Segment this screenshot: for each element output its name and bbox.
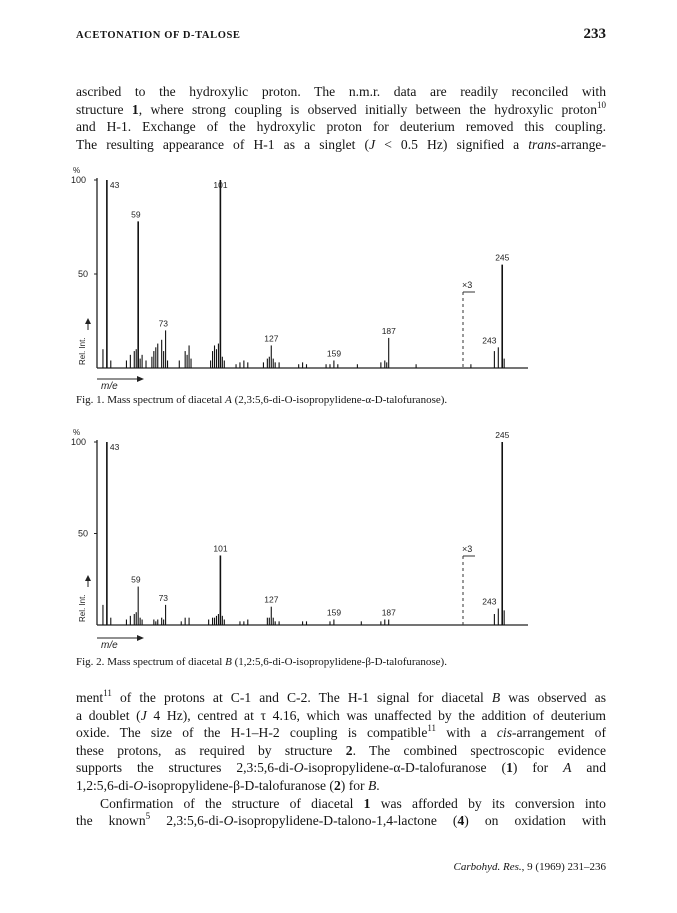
x-axis-label: m/e xyxy=(101,381,118,392)
peak-label: 127 xyxy=(264,594,279,605)
peak-label: 187 xyxy=(381,325,396,336)
peak-label: 59 xyxy=(131,574,141,585)
y-axis-label: Rel. Int. xyxy=(78,594,87,622)
text-line: The resulting appearance of H-1 as a singlet (J < 0.5 Hz) signified a trans-arrange- xyxy=(76,136,606,152)
peak-label: 243 xyxy=(482,335,497,346)
x-axis-label: m/e xyxy=(101,640,118,651)
text-line: Confirmation of the structure of diacetal 1 was afforded by its conversion into xyxy=(100,795,606,811)
text-line: supports the structures 2,3:5,6-di-O-isopropylidene-α-D-talofuranose (1) for A and xyxy=(76,760,607,776)
peak-label: 159 xyxy=(326,348,342,359)
y-axis-arrowhead xyxy=(85,575,91,581)
text-line: a doublet (J 4 Hz), centred at τ 4.16, which was unaffected by the addition of deuterium xyxy=(76,707,606,723)
text-line: these protons, as required by structure 2. The combined spectroscopic evidence xyxy=(76,742,606,758)
running-title: ACETONATION OF D-TALOSE xyxy=(76,30,241,41)
y-unit-percent: % xyxy=(73,166,81,175)
journal-footer: Carbohyd. Res., 9 (1969) 231–236 xyxy=(453,861,606,873)
y-tick-100: 100 xyxy=(71,175,87,185)
y-axis-arrowhead xyxy=(85,318,91,324)
text-line: 1,2:5,6-di-O-isopropylidene-β-D-talofuranose (2) for B. xyxy=(76,777,380,793)
y-unit-percent: % xyxy=(73,428,81,437)
text-line: the known$^5$ 2,3:5,6-di-O-isopropylidene-D-talono-1,4-lactone (4) on oxidation with xyxy=(76,811,606,829)
text-line: oxide. The size of the H-1–H-2 coupling is compatible$^{11}$ with a cis-arrangement of xyxy=(76,723,606,741)
peak-label: 101 xyxy=(213,543,228,554)
amplification-label: ×3 xyxy=(462,280,473,290)
amplification-label: ×3 xyxy=(462,544,473,554)
page-number: 233 xyxy=(583,26,606,42)
peak-label: 243 xyxy=(482,596,497,607)
peak-label: 127 xyxy=(264,333,279,344)
peak-label: 159 xyxy=(326,607,342,618)
x-axis-arrowhead xyxy=(137,376,144,382)
paragraph-bottom xyxy=(76,689,606,830)
y-tick-50: 50 xyxy=(78,528,89,539)
text-line: structure 1, where strong coupling is observed initially between the hydroxylic proton$^{10}$ xyxy=(76,99,606,117)
y-axis-label: Rel. Int. xyxy=(78,337,87,365)
running-head xyxy=(76,26,606,46)
text-line: ment$^{11}$ of the protons at C-1 and C-2. The H-1 signal for diacetal B was observed as xyxy=(76,688,607,705)
peak-label: 187 xyxy=(381,607,396,618)
figure-2-caption: Fig. 2. Mass spectrum of diacetal B (1,2:5,6-di-O-isopropylidene-β-D-talofuranose). xyxy=(76,656,447,668)
peak-label: 43 xyxy=(109,442,120,452)
peak-label: 245 xyxy=(495,430,510,440)
peak-label: 43 xyxy=(109,180,120,190)
peak-label: 73 xyxy=(158,318,169,329)
figure-1-caption: Fig. 1. Mass spectrum of diacetal A (2,3:5,6-di-O-isopropylidene-α-D-talofuranose). xyxy=(76,394,448,406)
peak-label: 73 xyxy=(158,592,169,603)
y-tick-50: 50 xyxy=(78,269,89,279)
y-tick-100: 100 xyxy=(71,437,87,447)
text-line: and H-1. Exchange of the hydroxylic proton for deuterium removed this coupling. xyxy=(76,119,606,135)
peak-label: 245 xyxy=(495,252,510,263)
text-line: ascribed to the hydroxylic proton. The n.m.r. data are readily reconciled with xyxy=(76,84,606,99)
paragraph-top xyxy=(76,83,606,153)
x-axis-arrowhead xyxy=(137,635,144,641)
peak-label: 101 xyxy=(213,180,228,190)
peak-label: 59 xyxy=(131,209,141,220)
